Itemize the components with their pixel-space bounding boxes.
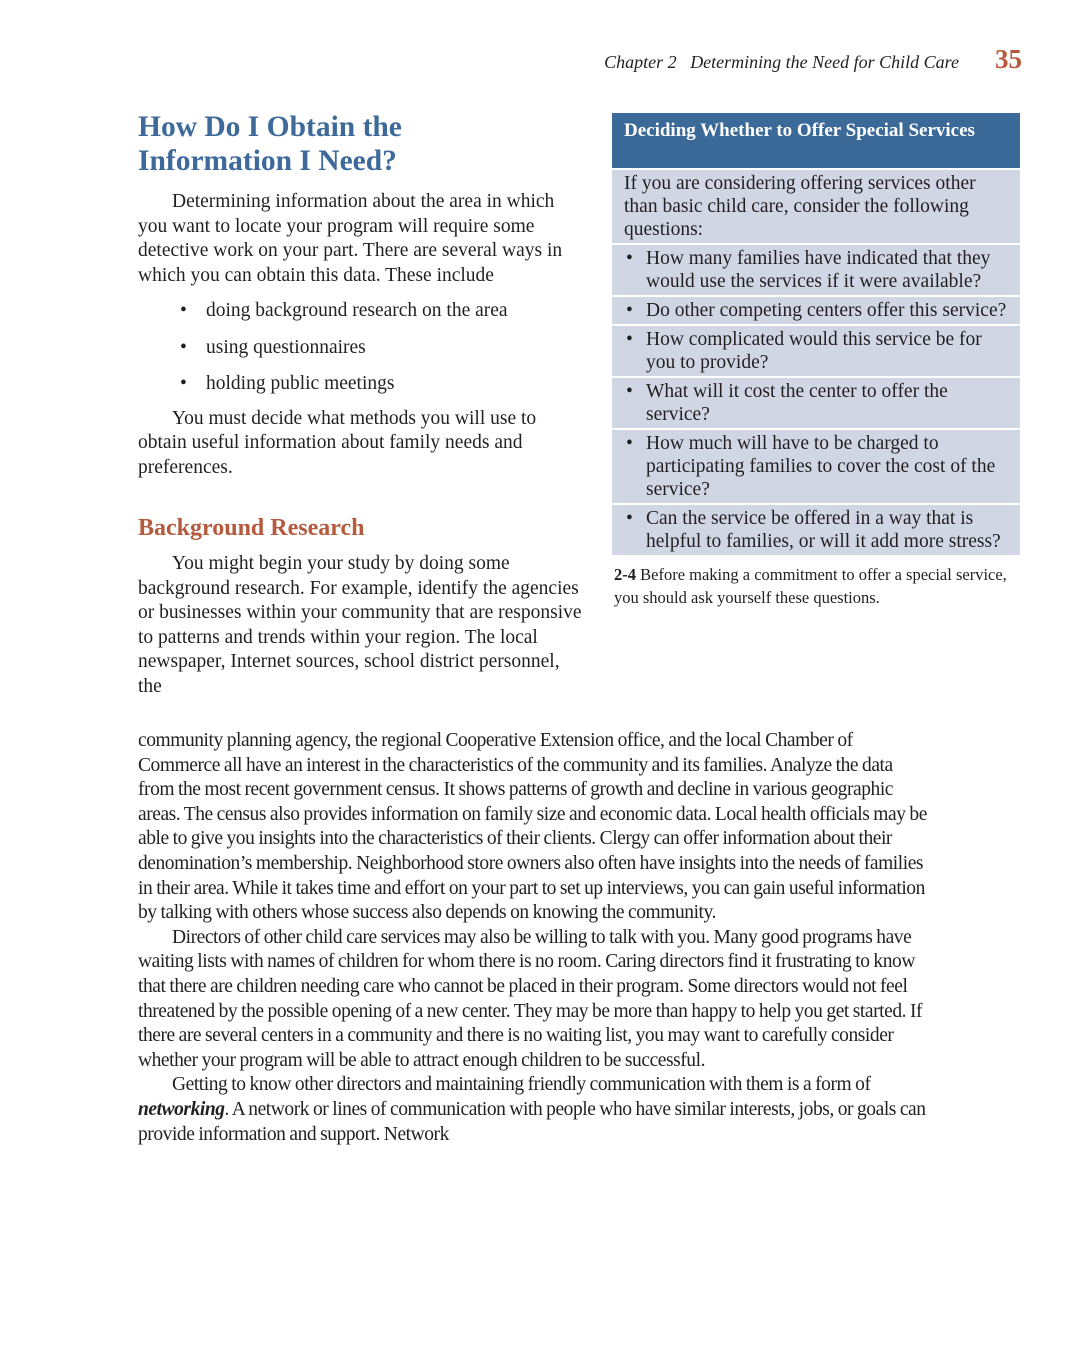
methods-list bbox=[138, 299, 583, 397]
networking-text-before: Getting to know other directors and maintaining friendly communication with them is a form of bbox=[172, 1074, 871, 1096]
left-column bbox=[138, 110, 583, 699]
chapter-label: Chapter 2 bbox=[604, 52, 677, 72]
directors-paragraph: Directors of other child care services may also be willing to talk with you. Many good programs have waiting lists with names of children for whom there is no room. Caring directors find it frustrating to know that there are children needing care who cannot be placed in their program. Some directors would not feel threatened by the possible opening of a new center. They may be more than happy to help you get started. If there are several centers in a community and there is no waiting list, you may want to carefully consider whether your program will be able to attract enough children to be successful. bbox=[138, 926, 923, 1071]
bullet-icon: • bbox=[626, 381, 633, 402]
question-text: How many families have indicated that they would use the services if it were available? bbox=[646, 248, 991, 292]
figure-caption bbox=[612, 563, 1020, 609]
networking-paragraph bbox=[138, 1073, 928, 1147]
bullet-icon: • bbox=[180, 300, 187, 321]
method-text: using questionnaires bbox=[206, 336, 366, 358]
running-head-chapter bbox=[604, 52, 959, 73]
caption-text: Before making a commitment to offer a special service, you should ask yourself these questions. bbox=[614, 565, 1007, 607]
figure-question bbox=[612, 297, 1020, 324]
figure-question bbox=[612, 430, 1020, 503]
question-text: Can the service be offered in a way that is helpful to families, or will it add more stress? bbox=[646, 508, 1001, 552]
subsection-heading: Background Research bbox=[138, 515, 365, 541]
figure-special-services bbox=[612, 113, 1020, 609]
figure-number: 2-4 bbox=[614, 565, 636, 584]
bullet-icon: • bbox=[180, 336, 187, 358]
bullet-icon: • bbox=[626, 329, 633, 350]
figure-question bbox=[612, 326, 1020, 376]
intro-paragraph: Determining information about the area in which you want to locate your program will require some detective work on your part. There are several ways in which you can obtain this data. These include bbox=[138, 191, 563, 286]
background-paragraph-narrow: You might begin your study by doing some background research. For example, identify the agencies or businesses within your community that are responsive to patterns and trends within your region. The local newspaper, Internet sources, school district personnel, the bbox=[138, 553, 582, 697]
background-paragraph-wide: community planning agency, the regional Cooperative Extension office, and the local Chamber of Commerce all have an interest in the characteristics of the community and its families. Analyze the data from the most recent government census. It shows patterns of growth and decline in various geographic areas. The census also provides information on family size and economic data. Local health officials may be able to give you insights into the characteristics of their clients. Clergy can offer information about their denomination’s membership. Neighborhood store owners also often have insights into the needs of families in their area. While it takes time and effort on your part to set up interviews, you can gain useful information by talking with others whose success also depends on knowing the community. bbox=[138, 730, 927, 924]
bullet-icon: • bbox=[626, 300, 633, 321]
running-head bbox=[560, 44, 1022, 78]
section-heading-line-2: Information I Need? bbox=[138, 145, 397, 177]
bullet-icon: • bbox=[626, 433, 633, 454]
bullet-icon: • bbox=[626, 508, 633, 529]
figure-question bbox=[612, 245, 1020, 295]
methods-list-item bbox=[138, 372, 583, 397]
figure-intro: If you are considering offering services other than basic child care, consider the following questions: bbox=[612, 170, 1020, 243]
full-width-text bbox=[138, 729, 928, 1147]
question-text: How much will have to be charged to participating families to cover the cost of the service? bbox=[646, 433, 996, 500]
question-text: How complicated would this service be for you to provide? bbox=[646, 329, 982, 373]
question-text: Do other competing centers offer this service? bbox=[646, 300, 1007, 321]
figure-question bbox=[612, 378, 1020, 428]
networking-text-after: . A network or lines of communication with people who have similar interests, jobs, or goals can provide information and support. Network bbox=[138, 1098, 926, 1145]
chapter-title: Determining the Need for Child Care bbox=[690, 52, 959, 72]
method-text: holding public meetings bbox=[206, 373, 395, 394]
method-text: doing background research on the area bbox=[206, 300, 508, 321]
question-text: What will it cost the center to offer the service? bbox=[646, 381, 948, 425]
decide-paragraph: You must decide what methods you will use to obtain useful information about family needs and preferences. bbox=[138, 407, 537, 478]
bullet-icon: • bbox=[626, 248, 633, 269]
figure-title: Deciding Whether to Offer Special Services bbox=[612, 113, 1020, 168]
section-heading bbox=[138, 110, 583, 178]
methods-list-item bbox=[138, 336, 583, 361]
bullet-icon: • bbox=[180, 373, 187, 394]
section-heading-line-1: How Do I Obtain the bbox=[138, 111, 402, 143]
figure-question bbox=[612, 505, 1020, 555]
page-number: 35 bbox=[995, 44, 1022, 74]
methods-list-item bbox=[138, 299, 583, 324]
key-term-networking: networking bbox=[138, 1098, 225, 1120]
